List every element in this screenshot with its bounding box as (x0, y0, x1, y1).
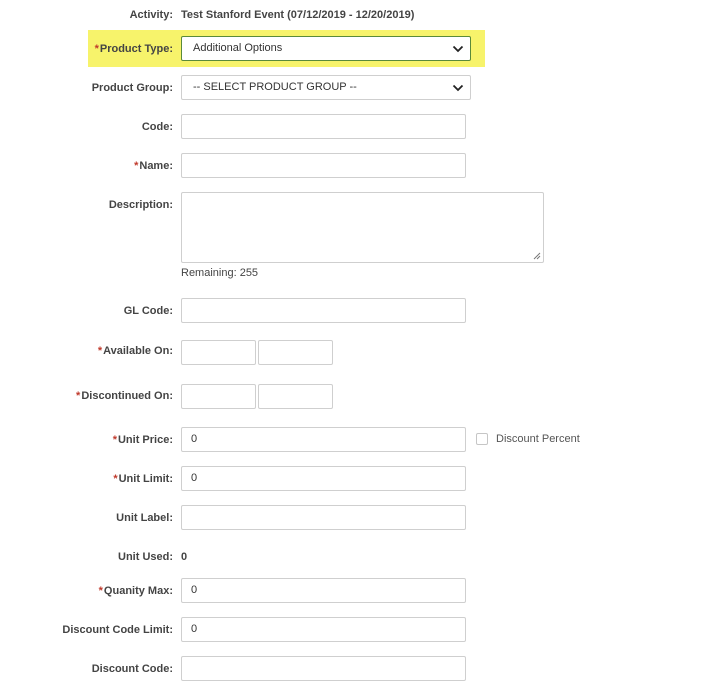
gl-code-input[interactable] (181, 298, 466, 323)
unit-used-value: 0 (181, 551, 188, 563)
discount-code-limit-label: Discount Code Limit: (62, 624, 173, 636)
unit-used-label: Unit Used: (118, 551, 173, 563)
discount-percent-label[interactable]: Discount Percent (496, 433, 580, 445)
product-type-selected-value: Additional Options (193, 42, 283, 54)
name-input[interactable] (181, 153, 466, 178)
description-remaining: Remaining: 255 (181, 267, 259, 279)
required-marker: * (98, 585, 103, 597)
discount-code-label: Discount Code: (91, 663, 173, 675)
product-group-select[interactable] (181, 75, 471, 100)
required-marker: * (113, 473, 118, 485)
activity-value: Test Stanford Event (07/12/2019 - 12/20/2019) (181, 9, 415, 21)
description-textarea[interactable] (181, 192, 544, 263)
unit-price-input[interactable]: 0 (181, 427, 466, 452)
chevron-down-icon (452, 45, 464, 53)
product-group-selected-value: -- SELECT PRODUCT GROUP -- (193, 81, 357, 93)
discontinued-on-date-input[interactable] (181, 384, 256, 409)
unit-limit-label: *Unit Limit: (113, 473, 173, 485)
available-on-time-input[interactable] (258, 340, 333, 365)
available-on-date-input[interactable] (181, 340, 256, 365)
unit-limit-input[interactable]: 0 (181, 466, 466, 491)
product-type-label: *Product Type: (94, 43, 173, 55)
discount-code-input[interactable] (181, 656, 466, 681)
resize-grip-icon[interactable] (533, 252, 541, 260)
activity-label: Activity: (129, 9, 173, 21)
product-type-select[interactable] (181, 36, 471, 61)
description-label: Description: (108, 199, 173, 211)
gl-code-label: GL Code: (123, 305, 173, 317)
required-marker: * (94, 43, 99, 55)
discount-code-limit-input[interactable]: 0 (181, 617, 466, 642)
product-group-label: Product Group: (91, 82, 173, 94)
quantity-max-label: *Quanity Max: (98, 585, 173, 597)
unit-price-label: *Unit Price: (112, 434, 173, 446)
available-on-label: *Available On: (97, 345, 173, 357)
required-marker: * (97, 345, 103, 357)
name-label: *Name: (134, 160, 173, 172)
unit-label-label: Unit Label: (116, 512, 173, 524)
code-label: Code: (141, 121, 173, 133)
quantity-max-input[interactable]: 0 (181, 578, 466, 603)
required-marker: * (134, 160, 139, 172)
discount-percent-checkbox[interactable] (476, 433, 488, 445)
unit-label-input[interactable] (181, 505, 466, 530)
required-marker: * (112, 434, 117, 446)
discontinued-on-label: *Discontinued On: (76, 390, 173, 402)
discontinued-on-time-input[interactable] (258, 384, 333, 409)
code-input[interactable] (181, 114, 466, 139)
required-marker: * (76, 390, 81, 402)
chevron-down-icon (452, 84, 464, 92)
